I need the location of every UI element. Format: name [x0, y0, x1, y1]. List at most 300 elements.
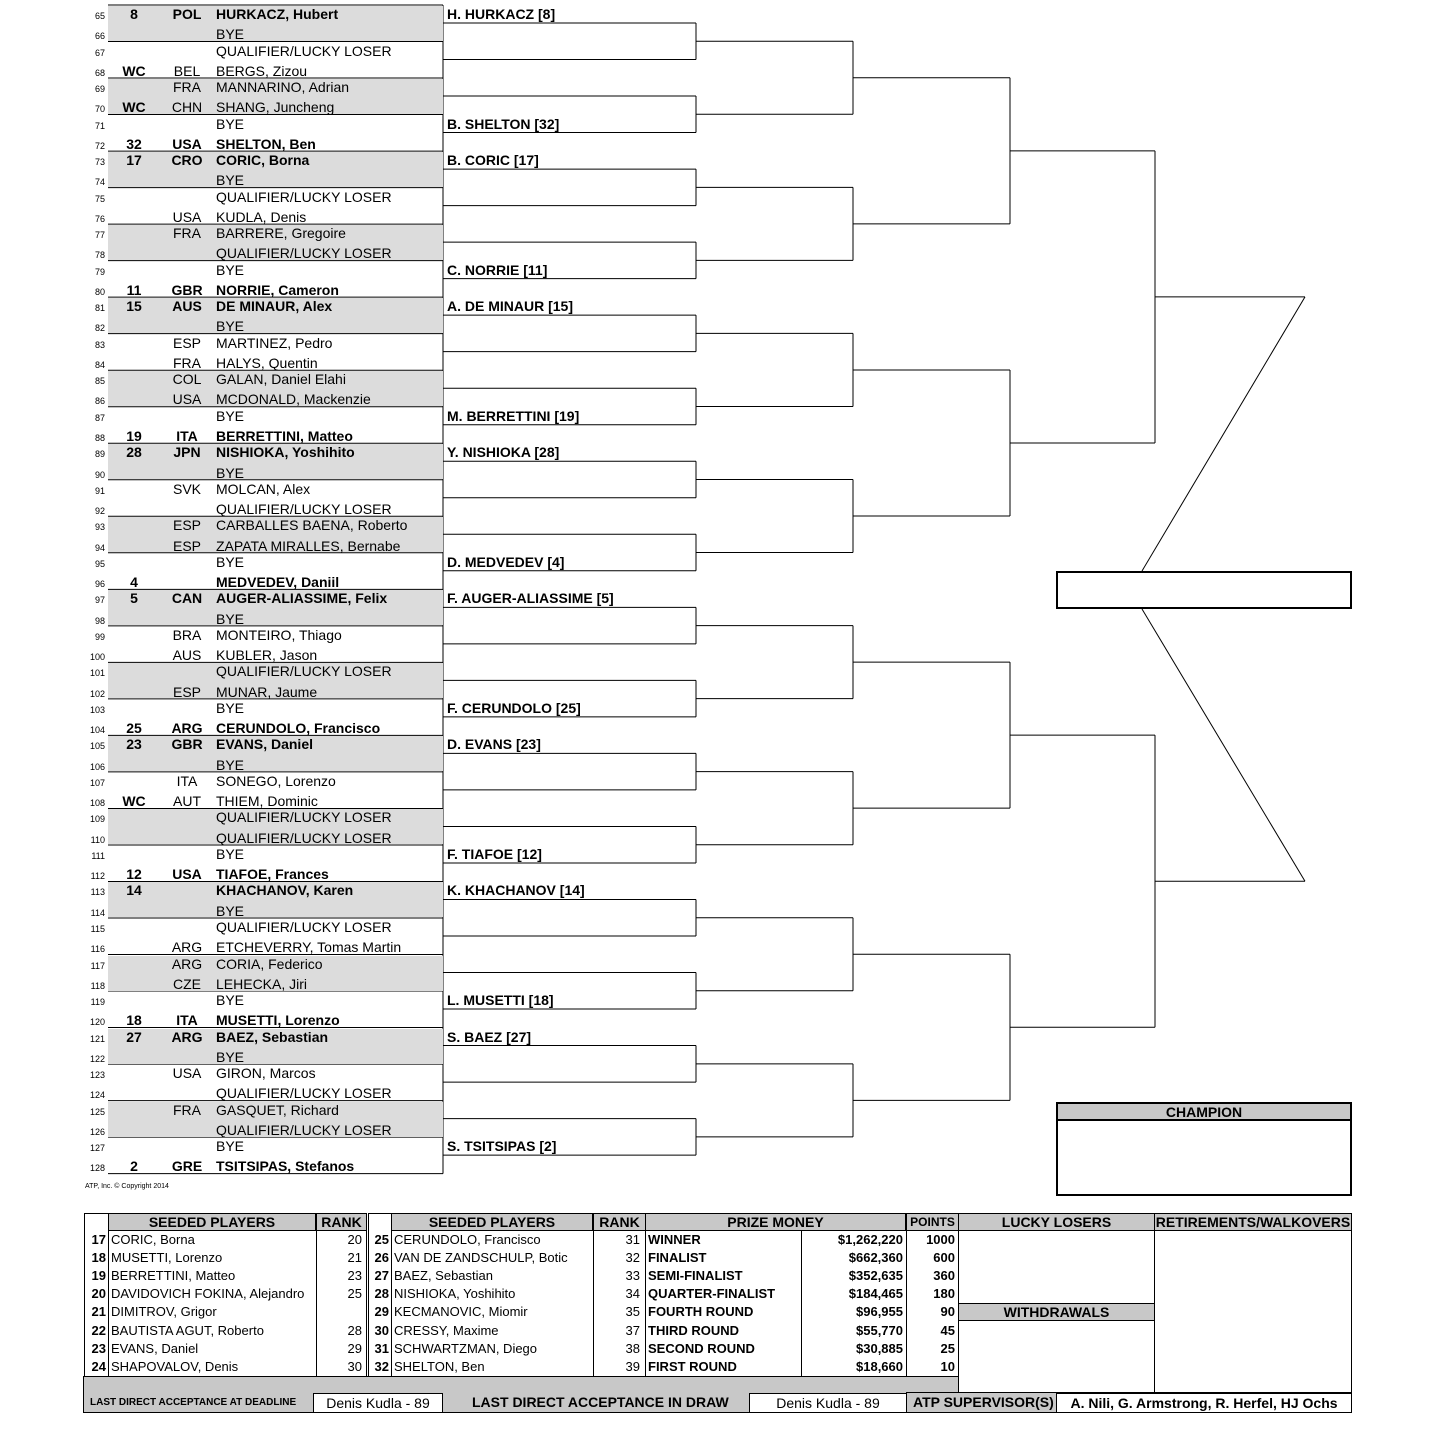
player-name: HALYS, Quentin [216, 354, 318, 371]
seed-label: 18 [126, 1012, 142, 1029]
player-name: HURKACZ, Hubert [216, 6, 339, 22]
seeded-player-name: NISHIOKA, Yoshihito [394, 1286, 516, 1302]
draw-row [85, 224, 445, 242]
draw-row [85, 589, 445, 607]
player-name: MUNAR, Jaume [216, 683, 318, 700]
seeded-left-header: SEEDED PLAYERS [108, 1213, 316, 1231]
draw-position: 91 [94, 485, 105, 496]
draw-row [85, 334, 445, 352]
seeded-player-name: DAVIDOVICH FOKINA, Alejandro [111, 1286, 305, 1302]
player-name: MUSETTI, Lorenzo [216, 1012, 340, 1029]
draw-position: 103 [89, 704, 105, 715]
second-round-player: D. MEDVEDEV [4] [447, 553, 565, 570]
seed-label: 14 [126, 882, 142, 899]
draw-position: 68 [94, 67, 105, 78]
draw-row [85, 808, 445, 826]
prize-round: FINALIST [648, 1250, 707, 1266]
draw-position: 118 [90, 980, 105, 991]
draw-position: 92 [94, 506, 105, 517]
seeded-player-name: CORIC, Borna [111, 1232, 195, 1247]
prize-amount: $30,885 [856, 1340, 903, 1356]
seed-label: 12 [126, 866, 142, 883]
country-code: GRE [171, 1158, 203, 1175]
country-code: FRA [173, 79, 201, 96]
seed-number: 17 [91, 1232, 106, 1247]
player-name: BYE [216, 699, 245, 716]
seed-number: 22 [91, 1322, 106, 1338]
player-rank: 33 [625, 1268, 640, 1284]
player-name: QUALIFIER/LUCKY LOSER [216, 809, 392, 826]
draw-position: 109 [89, 814, 105, 825]
table-divider [801, 1231, 802, 1376]
draw-row [85, 188, 445, 206]
draw-row [85, 735, 445, 753]
player-name: SHANG, Juncheng [216, 99, 335, 116]
draw-row [85, 1064, 445, 1082]
player-name: BYE [216, 1138, 245, 1155]
seed-label: WC [122, 99, 146, 116]
player-name: THIEM, Dominic [216, 793, 318, 810]
player-name: GALAN, Daniel Elahi [216, 371, 346, 388]
draw-position: 87 [94, 412, 105, 423]
second-round-player: F. TIAFOE [12] [447, 845, 542, 862]
prize-round: QUARTER-FINALIST [648, 1286, 776, 1302]
draw-position: 119 [90, 997, 105, 1008]
draw-row [85, 5, 445, 23]
player-name: BYE [216, 845, 245, 862]
seed-number: 29 [374, 1304, 389, 1320]
draw-position: 114 [90, 907, 105, 918]
draw-position: 115 [90, 924, 105, 934]
player-name: CORIC, Borna [216, 152, 310, 169]
second-round-player: B. SHELTON [32] [447, 115, 560, 132]
seed-number: 24 [91, 1358, 106, 1374]
player-rank: 30 [347, 1358, 362, 1374]
draw-position: 83 [94, 339, 105, 350]
ranking-points: 600 [933, 1250, 955, 1266]
country-code: SVK [172, 480, 201, 497]
player-name: BYE [216, 464, 245, 481]
second-round-player: D. EVANS [23] [447, 736, 541, 753]
second-round-player: B. CORIC [17] [447, 152, 539, 169]
champion-label: CHAMPION [1058, 1104, 1350, 1121]
player-name: MEDVEDEV, Daniil [216, 574, 340, 591]
player-name: CARBALLES BAENA, Roberto [216, 517, 408, 534]
player-name: BAEZ, Sebastian [216, 1028, 329, 1045]
player-rank: 38 [625, 1340, 640, 1356]
draw-position: 69 [94, 84, 105, 95]
last-da-deadline-label: LAST DIRECT ACCEPTANCE AT DEADLINE [90, 1397, 297, 1408]
ranking-points: 1000 [926, 1232, 955, 1247]
country-code: COL [172, 371, 202, 388]
player-name: AUGER-ALIASSIME, Felix [216, 590, 388, 607]
country-code: USA [172, 1065, 202, 1082]
draw-position: 73 [94, 157, 105, 168]
country-code: GBR [171, 281, 203, 298]
player-rank: 37 [625, 1322, 640, 1338]
country-code: CAN [171, 590, 203, 607]
draw-row [85, 261, 445, 279]
draw-position: 106 [89, 761, 105, 772]
seeded-player-name: VAN DE ZANDSCHULP, Botic [394, 1250, 568, 1266]
player-name: BYE [216, 610, 245, 627]
draw-position: 116 [90, 944, 105, 955]
player-name: QUALIFIER/LUCKY LOSER [216, 188, 392, 205]
draw-row [85, 772, 445, 790]
player-rank: 25 [347, 1286, 362, 1302]
semi-line [1142, 609, 1305, 881]
seeded-player-name: BAEZ, Sebastian [394, 1268, 493, 1284]
seed-label: 27 [126, 1028, 142, 1045]
seeded-player-name: SHELTON, Ben [394, 1358, 485, 1374]
last-da-draw-label: LAST DIRECT ACCEPTANCE IN DRAW [472, 1394, 729, 1410]
player-rank: 28 [347, 1322, 362, 1338]
draw-position: 110 [90, 834, 105, 845]
seed-label: 17 [126, 152, 142, 169]
country-code: ARG [171, 939, 203, 956]
last-da-deadline-value: Denis Kudla - 89 [313, 1393, 443, 1413]
draw-row [85, 42, 445, 60]
draw-row [85, 991, 445, 1009]
copyright-notice: ATP, Inc. © Copyright 2014 [85, 1183, 169, 1190]
player-rank: 20 [347, 1232, 362, 1247]
draw-position: 81 [94, 303, 105, 314]
player-name: CERUNDOLO, Francisco [216, 720, 381, 737]
prize-round: THIRD ROUND [648, 1322, 739, 1338]
supervisor-label: ATP SUPERVISOR(S) [913, 1394, 1054, 1410]
draw-position: 126 [89, 1126, 105, 1137]
draw-row [85, 845, 445, 863]
prize-amount: $662,360 [848, 1250, 903, 1266]
seed-number: 19 [91, 1268, 106, 1284]
player-name: MCDONALD, Mackenzie [216, 391, 371, 408]
seed-number: 26 [374, 1250, 389, 1266]
draw-position: 72 [94, 140, 105, 151]
draw-position: 125 [89, 1106, 105, 1117]
draw-position: 95 [94, 558, 105, 569]
second-round-player: L. MUSETTI [18] [447, 992, 554, 1009]
prize-round: FIRST ROUND [648, 1358, 737, 1374]
country-code: POL [172, 6, 202, 22]
country-code: CZE [173, 975, 201, 992]
draw-row [85, 443, 445, 461]
player-rank: 21 [347, 1250, 362, 1266]
draw-position: 96 [94, 579, 105, 590]
draw-row [85, 1157, 445, 1175]
player-rank: 39 [625, 1358, 640, 1374]
player-name: TIAFOE, Frances [216, 866, 329, 883]
player-name: BYE [216, 261, 245, 278]
prize-amount: $352,635 [848, 1268, 903, 1284]
draw-row [85, 115, 445, 133]
prize-round: WINNER [648, 1232, 701, 1247]
lucky-losers-header: LUCKY LOSERS [958, 1213, 1155, 1231]
player-name: BYE [216, 26, 245, 43]
player-name: BYE [216, 318, 245, 335]
player-name: KHACHANOV, Karen [216, 882, 354, 899]
seed-number: 20 [91, 1286, 106, 1302]
seeded-left-rank-header: RANK [316, 1213, 367, 1231]
prize-amount: $55,770 [856, 1322, 903, 1338]
draw-position: 89 [94, 449, 105, 460]
second-round-player: M. BERRETTINI [19] [447, 407, 580, 424]
seeded-player-name: SHAPOVALOV, Denis [111, 1358, 239, 1374]
player-name: NORRIE, Cameron [216, 281, 339, 298]
draw-row [85, 626, 445, 644]
seeded-player-name: MUSETTI, Lorenzo [111, 1250, 223, 1266]
country-code: ITA [176, 427, 198, 444]
prize-round: FOURTH ROUND [648, 1304, 754, 1320]
player-name: BYE [216, 115, 245, 132]
player-name: MONTEIRO, Thiago [216, 626, 342, 643]
country-code: ESP [172, 334, 201, 351]
player-name: SHELTON, Ben [216, 135, 316, 152]
seeded-player-name: SCHWARTZMAN, Diego [394, 1340, 538, 1356]
draw-position: 65 [94, 11, 105, 21]
draw-position: 105 [89, 741, 105, 752]
prize-money-header: PRIZE MONEY [645, 1213, 906, 1231]
points-header: POINTS [906, 1213, 959, 1231]
draw-row [85, 881, 445, 899]
draw-row [85, 553, 445, 571]
country-code: AUS [172, 298, 202, 315]
retirements-table [1154, 1213, 1352, 1399]
second-round-player: A. DE MINAUR [15] [447, 298, 574, 315]
seed-number: 32 [374, 1358, 389, 1374]
ranking-points: 180 [933, 1286, 955, 1302]
table-divider [906, 1213, 907, 1376]
player-name: NISHIOKA, Yoshihito [216, 444, 355, 461]
player-name: BYE [216, 172, 245, 189]
final-box [1056, 571, 1352, 609]
draw-position: 120 [89, 1017, 105, 1028]
seeded-player-name: CRESSY, Maxime [394, 1322, 499, 1338]
player-name: QUALIFIER/LUCKY LOSER [216, 1085, 392, 1102]
seeded-player-name: BAUTISTA AGUT, Roberto [111, 1322, 264, 1338]
draw-position: 104 [89, 725, 105, 736]
country-code: ITA [176, 1012, 198, 1029]
seed-number: 28 [374, 1286, 389, 1302]
prize-amount: $1,262,220 [837, 1232, 903, 1247]
draw-position: 82 [94, 323, 105, 334]
draw-position: 99 [94, 631, 105, 642]
draw-position: 121 [89, 1033, 105, 1044]
country-code: CRO [171, 152, 203, 169]
second-round-player: S. TSITSIPAS [2] [447, 1138, 557, 1155]
seeded-player-name: EVANS, Daniel [111, 1340, 199, 1356]
draw-position: 85 [94, 376, 105, 387]
draw-row [85, 1028, 445, 1046]
seeded-player-name: DIMITROV, Grigor [111, 1304, 217, 1320]
seed-label: 25 [126, 720, 142, 737]
player-name: DE MINAUR, Alex [216, 298, 333, 315]
player-rank: 35 [625, 1304, 640, 1320]
country-code: ARG [171, 955, 203, 972]
country-code: AUT [173, 793, 201, 810]
country-code: ARG [171, 720, 203, 737]
draw-position: 100 [89, 652, 105, 663]
second-round-player: Y. NISHIOKA [28] [447, 444, 560, 461]
player-name: BERGS, Zizou [216, 62, 308, 79]
player-name: BYE [216, 902, 245, 919]
seed-label: 2 [130, 1158, 138, 1175]
draw-position: 111 [91, 850, 105, 861]
draw-position: 70 [94, 104, 105, 115]
draw-position: 90 [94, 469, 105, 480]
seed-label: 4 [130, 574, 138, 591]
seed-label: 23 [126, 736, 142, 753]
draw-position: 123 [89, 1070, 105, 1081]
player-name: MOLCAN, Alex [216, 480, 311, 497]
retirements-header: RETIREMENTS/WALKOVERS [1155, 1214, 1351, 1230]
country-code: BRA [172, 626, 202, 643]
country-code: USA [172, 391, 202, 408]
draw-position: 98 [94, 615, 105, 626]
draw-position: 93 [94, 522, 105, 533]
player-name: QUALIFIER/LUCKY LOSER [216, 245, 392, 262]
country-code: USA [172, 208, 202, 225]
draw-row [85, 78, 445, 96]
draw-position: 66 [94, 31, 105, 42]
draw-position: 108 [89, 798, 105, 809]
supervisor-value: A. Nili, G. Armstrong, R. Herfel, HJ Ochs [1056, 1393, 1352, 1413]
country-code: ESP [172, 683, 201, 700]
player-name: GASQUET, Richard [216, 1101, 339, 1118]
draw-position: 112 [90, 871, 105, 882]
draw-position: 113 [90, 887, 105, 898]
country-code: ESP [172, 517, 201, 534]
player-rank: 32 [625, 1250, 640, 1266]
second-round-player: H. HURKACZ [8] [447, 6, 556, 22]
country-code: AUS [172, 647, 202, 664]
seed-number: 25 [374, 1232, 389, 1247]
second-round-player: K. KHACHANOV [14] [447, 882, 585, 899]
country-code: ESP [172, 537, 201, 554]
seed-number: 21 [91, 1304, 106, 1320]
player-name: BYE [216, 756, 245, 773]
draw-row [85, 955, 445, 973]
draw-position: 97 [94, 595, 105, 606]
seed-number: 18 [91, 1250, 106, 1266]
seed-label: 8 [130, 6, 138, 22]
country-code: CHN [171, 99, 203, 116]
draw-row [85, 918, 445, 936]
country-code: USA [172, 866, 202, 883]
player-name: QUALIFIER/LUCKY LOSER [216, 829, 392, 846]
player-name: LEHECKA, Jiri [216, 975, 308, 992]
seed-label: 28 [126, 444, 142, 461]
seed-label: 15 [126, 298, 142, 315]
prize-amount: $18,660 [856, 1358, 903, 1374]
country-code: FRA [173, 225, 201, 242]
draw-row [85, 151, 445, 169]
player-name: CORIA, Federico [216, 955, 323, 972]
player-rank: 23 [347, 1268, 362, 1284]
player-name: BYE [216, 553, 245, 570]
player-name: BARRERE, Gregoire [216, 225, 346, 242]
seed-number: 30 [374, 1322, 389, 1338]
player-name: BYE [216, 992, 245, 1009]
player-rank: 31 [625, 1232, 640, 1247]
seed-label: 32 [126, 135, 142, 152]
seeded-player-name: KECMANOVIC, Miomir [394, 1304, 528, 1320]
table-divider [391, 1213, 392, 1376]
player-name: MANNARINO, Adrian [216, 79, 350, 96]
player-rank: 34 [625, 1286, 640, 1302]
prize-round: SEMI-FINALIST [648, 1268, 743, 1284]
player-name: TSITSIPAS, Stefanos [216, 1158, 355, 1175]
draw-row [85, 699, 445, 717]
player-name: QUALIFIER/LUCKY LOSER [216, 501, 392, 518]
draw-position: 128 [89, 1163, 105, 1174]
country-code: ARG [171, 1028, 203, 1045]
draw-position: 101 [89, 668, 105, 679]
country-code: JPN [173, 444, 201, 461]
draw-row [85, 407, 445, 425]
player-name: BERRETTINI, Matteo [216, 427, 353, 444]
draw-position: 84 [94, 359, 105, 370]
player-name: BYE [216, 1048, 245, 1065]
withdrawals-header: WITHDRAWALS [958, 1303, 1155, 1321]
table-divider [316, 1231, 317, 1376]
ranking-points: 90 [940, 1304, 955, 1320]
player-rank: 29 [347, 1340, 362, 1356]
table-divider [108, 1213, 109, 1376]
draw-position: 117 [90, 960, 105, 971]
draw-position: 127 [89, 1143, 105, 1154]
ranking-points: 10 [940, 1358, 955, 1374]
draw-position: 88 [94, 432, 105, 443]
player-name: SONEGO, Lorenzo [216, 772, 336, 789]
ranking-points: 45 [940, 1322, 955, 1338]
draw-position: 77 [94, 230, 105, 241]
player-name: ZAPATA MIRALLES, Bernabe [216, 537, 401, 554]
second-round-player: F. AUGER-ALIASSIME [5] [447, 590, 614, 607]
seed-label: WC [122, 62, 146, 79]
seed-number: 23 [91, 1340, 106, 1356]
last-da-draw-value: Denis Kudla - 89 [749, 1393, 907, 1413]
player-name: BYE [216, 407, 245, 424]
prize-amount: $96,955 [856, 1304, 903, 1320]
seeded-player-name: CERUNDOLO, Francisco [394, 1232, 541, 1247]
semi-line [1142, 297, 1305, 571]
player-name: ETCHEVERRY, Tomas Martin [216, 939, 402, 956]
draw-position: 76 [94, 213, 105, 224]
seed-label: 11 [126, 281, 142, 298]
draw-position: 79 [94, 266, 105, 277]
ranking-points: 25 [940, 1340, 955, 1356]
second-round-player: F. CERUNDOLO [25] [447, 699, 581, 716]
player-name: QUALIFIER/LUCKY LOSER [216, 42, 392, 59]
seed-number: 27 [374, 1268, 389, 1284]
draw-row [85, 1137, 445, 1155]
prize-amount: $184,465 [848, 1286, 903, 1302]
country-code: GBR [171, 736, 203, 753]
player-name: KUBLER, Jason [216, 647, 318, 664]
draw-position: 107 [89, 777, 105, 788]
draw-position: 75 [94, 193, 105, 204]
ranking-points: 360 [933, 1268, 955, 1284]
draw-row [85, 370, 445, 388]
country-code: FRA [173, 354, 201, 371]
draw-row [85, 662, 445, 680]
draw-position: 86 [94, 396, 105, 407]
draw-position: 74 [94, 177, 105, 188]
seeded-player-name: BERRETTINI, Matteo [111, 1268, 236, 1284]
draw-row [85, 1101, 445, 1119]
country-code: USA [172, 135, 202, 152]
second-round-player: C. NORRIE [11] [447, 261, 548, 278]
